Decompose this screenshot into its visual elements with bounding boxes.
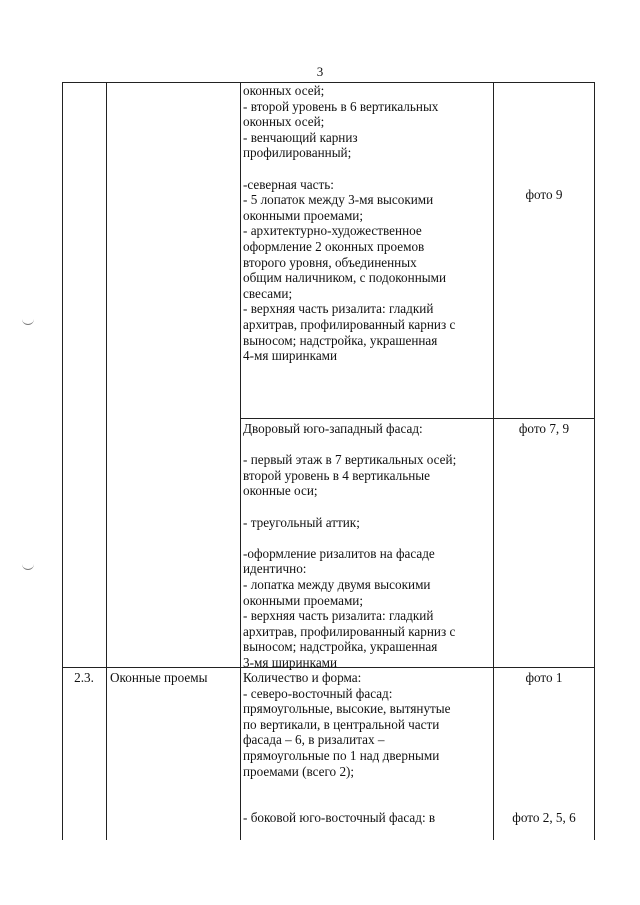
photo-reference: фото 9 xyxy=(525,187,563,202)
description-line: прямоугольные по 1 над дверными xyxy=(243,747,440,763)
description-cell xyxy=(243,421,491,671)
description-cell xyxy=(243,670,491,826)
description-line xyxy=(243,530,491,546)
description-line: -оформление ризалитов на фасаде xyxy=(243,545,435,561)
description-line: - венчающий карниз xyxy=(243,129,358,145)
description-line: по вертикали, в центральной части xyxy=(243,716,440,732)
description-line: Дворовый юго-западный фасад: xyxy=(243,421,423,436)
description-line: идентично: xyxy=(243,561,307,577)
description-line: - треугольный аттик; xyxy=(243,514,360,530)
description-line xyxy=(243,161,491,177)
column-divider xyxy=(106,82,107,840)
photo-reference: фото 1 xyxy=(525,670,563,685)
description-line: - верхняя часть ризалита: гладкий xyxy=(243,301,434,317)
description-line: второй уровень в 4 вертикальные xyxy=(243,467,430,483)
description-line xyxy=(243,499,491,515)
description-line: оконных осей; xyxy=(243,83,325,98)
description-line: профилированный; xyxy=(243,145,352,161)
photo-reference: фото 7, 9 xyxy=(518,421,570,436)
description-line xyxy=(243,437,491,453)
description-line: выносом; надстройка, украшенная xyxy=(243,332,438,348)
description-line xyxy=(243,795,491,811)
description-line: - северо-восточный фасад: xyxy=(243,685,393,701)
description-line: - боковой юго-восточный фасад: в xyxy=(243,810,436,826)
description-line xyxy=(243,779,491,795)
feature-name: Оконные проемы xyxy=(110,670,208,685)
description-line: архитрав, профилированный карниз с xyxy=(243,316,456,332)
description-line: проемами (всего 2); xyxy=(243,763,355,779)
description-line: 4-мя ширинками xyxy=(243,348,338,364)
photo-reference: фото 2, 5, 6 xyxy=(512,810,576,825)
description-line: архитрав, профилированный карниз с xyxy=(243,623,456,639)
description-line: фасада – 6, в ризалитах – xyxy=(243,732,385,748)
row-divider xyxy=(240,418,594,419)
description-line: общим наличником, с подоконными xyxy=(243,270,447,286)
table-right-border xyxy=(594,82,595,840)
description-cell xyxy=(243,83,491,364)
description-line: - 5 лопаток между 3-мя высокими xyxy=(243,192,434,208)
description-line: второго уровня, объединенных xyxy=(243,254,417,270)
description-line: -северная часть: xyxy=(243,176,334,192)
description-line: Количество и форма: xyxy=(243,670,362,685)
description-line: - первый этаж в 7 вертикальных осей; xyxy=(243,452,457,468)
description-line: свесами; xyxy=(243,285,293,301)
column-divider xyxy=(493,82,494,840)
description-line: - верхняя часть ризалита: гладкий xyxy=(243,608,434,624)
description-line: оконными проемами; xyxy=(243,207,364,223)
description-line: оконные оси; xyxy=(243,483,318,499)
row-number: 2.3. xyxy=(74,670,94,685)
table-left-border xyxy=(62,82,63,840)
description-line: оформление 2 оконных проемов xyxy=(243,238,425,254)
description-line: - лопатка между двумя высокими xyxy=(243,576,431,592)
description-line: оконных осей; xyxy=(243,114,325,130)
column-divider xyxy=(240,82,241,840)
description-line: оконными проемами; xyxy=(243,592,364,608)
description-line: - второй уровень в 6 вертикальных xyxy=(243,98,439,114)
description-line: 3-мя ширинками xyxy=(243,654,338,670)
description-line: - архитектурно-художественное xyxy=(243,223,422,239)
description-line: выносом; надстройка, украшенная xyxy=(243,639,438,655)
page-number: 3 xyxy=(316,64,324,79)
description-line: прямоугольные, высокие, вытянутые xyxy=(243,701,451,717)
